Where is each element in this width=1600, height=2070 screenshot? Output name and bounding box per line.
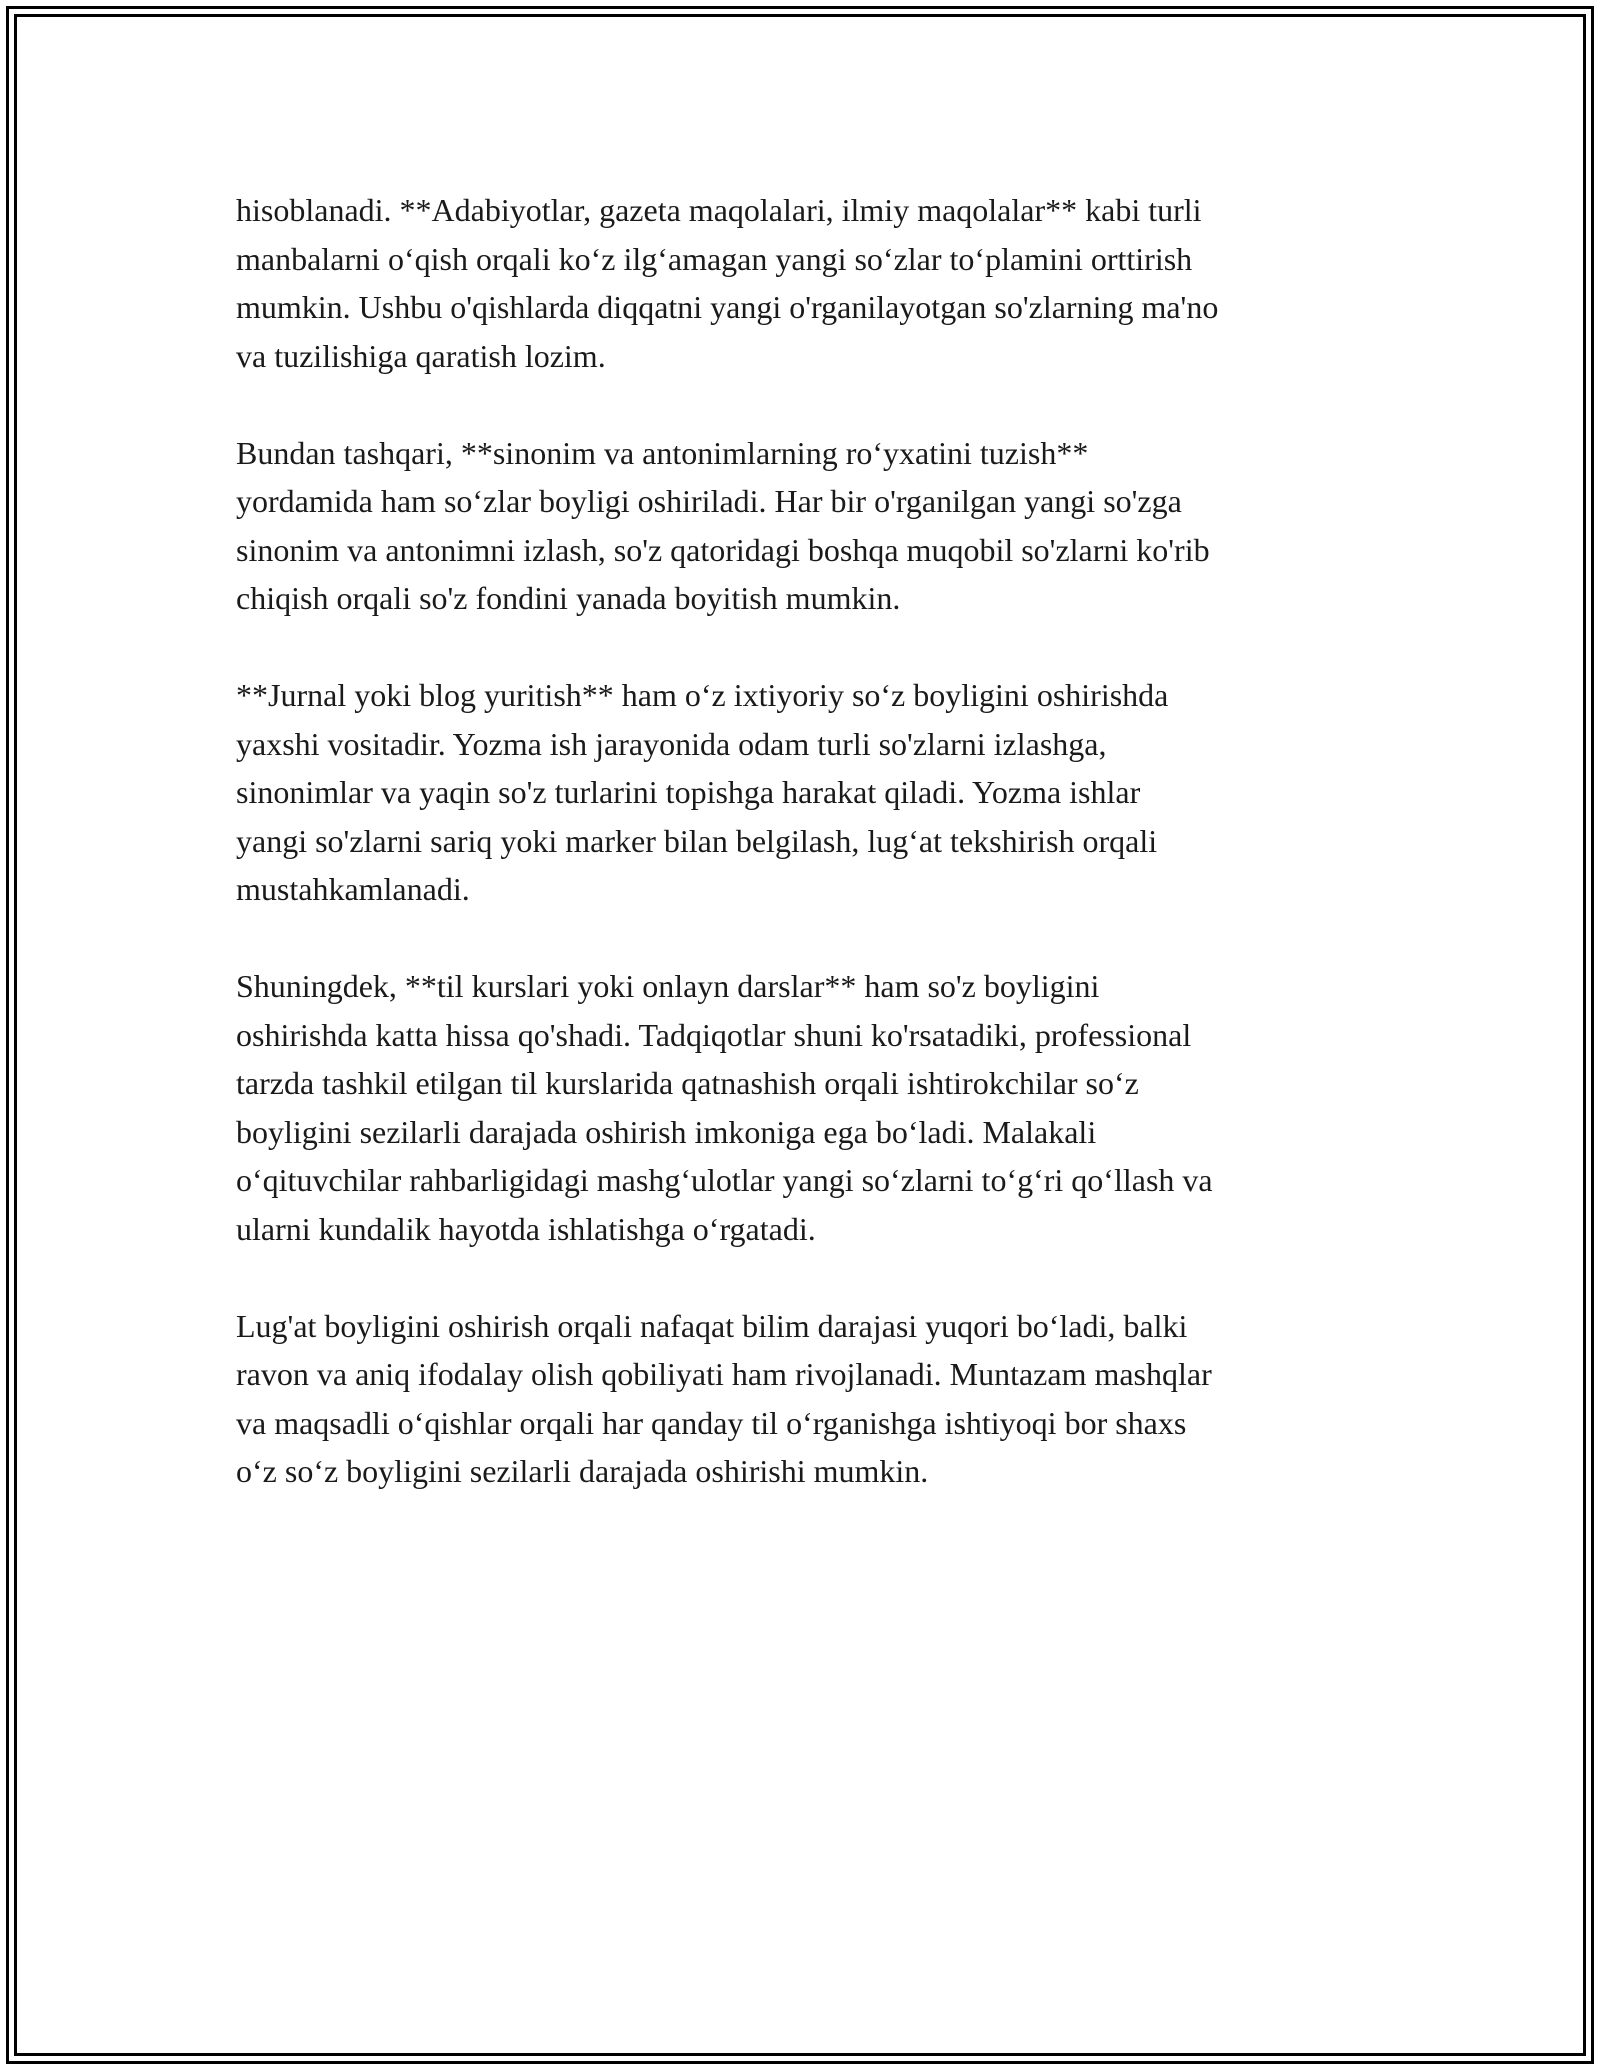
text-line: Bundan tashqari, **sinonim va antonimlarning ro‘yxatini tuzish** (236, 434, 1089, 471)
text-line: o‘qituvchilar rahbarligidagi mashg‘ulotlar yangi so‘zlarni to‘g‘ri qo‘llash va (236, 1162, 1213, 1198)
text-line: yaxshi vositadir. Yozma ish jarayonida odam turli so'zlarni izlashga, (236, 725, 1107, 762)
text-line: tarzda tashkil etilgan til kurslarida qatnashish orqali ishtirokchilar so‘z (236, 1065, 1139, 1101)
text-line: boyligini sezilarli darajada oshirish imkoniga ega bo‘ladi. Malakali (236, 1113, 1097, 1150)
paragraph-synonyms-antonyms (236, 429, 1366, 623)
text-line: Shuningdek, **til kurslari yoki onlayn darslar** ham so'z boyligini (236, 968, 1100, 1004)
document-body (236, 186, 1366, 1544)
text-line: o‘z so‘z boyligini sezilarli darajada oshirishi mumkin. (236, 1453, 929, 1489)
paragraph-conclusion (236, 1302, 1366, 1496)
paragraph-reading-sources (236, 186, 1366, 380)
text-line: ularni kundalik hayotda ishlatishga o‘rgatadi. (236, 1210, 816, 1247)
text-line: yangi so'zlarni sariq yoki marker bilan belgilash, lug‘at tekshirish orqali (236, 822, 1158, 859)
text-line: **Jurnal yoki blog yuritish** ham o‘z ixtiyoriy so‘z boyligini oshirishda (236, 677, 1169, 713)
text-line: chiqish orqali so'z fondini yanada boyitish mumkin. (236, 580, 901, 616)
text-line: manbalarni o‘qish orqali ko‘z ilg‘amagan yangi so‘zlar to‘plamini orttirish (236, 240, 1193, 277)
text-line: sinonim va antonimni izlash, so'z qatoridagi boshqa muqobil so'zlarni ko'rib (236, 531, 1210, 568)
text-line: mumkin. Ushbu o'qishlarda diqqatni yangi o'rganilayotgan so'zlarning ma'no (236, 289, 1219, 325)
text-line: sinonimlar va yaqin so'z turlarini topishga harakat qiladi. Yozma ishlar (236, 774, 1141, 810)
text-line: ravon va aniq ifodalay olish qobiliyati ham rivojlanadi. Muntazam mashqlar (236, 1356, 1212, 1392)
paragraph-language-courses (236, 962, 1366, 1253)
text-line: mustahkamlanadi. (236, 871, 470, 907)
text-line: Lug'at boyligini oshirish orqali nafaqat bilim darajasi yuqori bo‘ladi, balki (236, 1307, 1188, 1344)
text-line: oshirishda katta hissa qo'shadi. Tadqiqotlar shuni ko'rsatadiki, professional (236, 1016, 1192, 1053)
text-line: va maqsadli o‘qishlar orqali har qanday til o‘rganishga ishtiyoqi bor shaxs (236, 1404, 1187, 1441)
text-line: yordamida ham so‘zlar boyligi oshiriladi. Har bir o'rganilgan yangi so'zga (236, 483, 1182, 519)
text-line: va tuzilishiga qaratish lozim. (236, 337, 606, 374)
text-line: hisoblanadi. **Adabiyotlar, gazeta maqolalari, ilmiy maqolalar** kabi turli (236, 192, 1202, 228)
paragraph-journal-blog (236, 671, 1366, 914)
